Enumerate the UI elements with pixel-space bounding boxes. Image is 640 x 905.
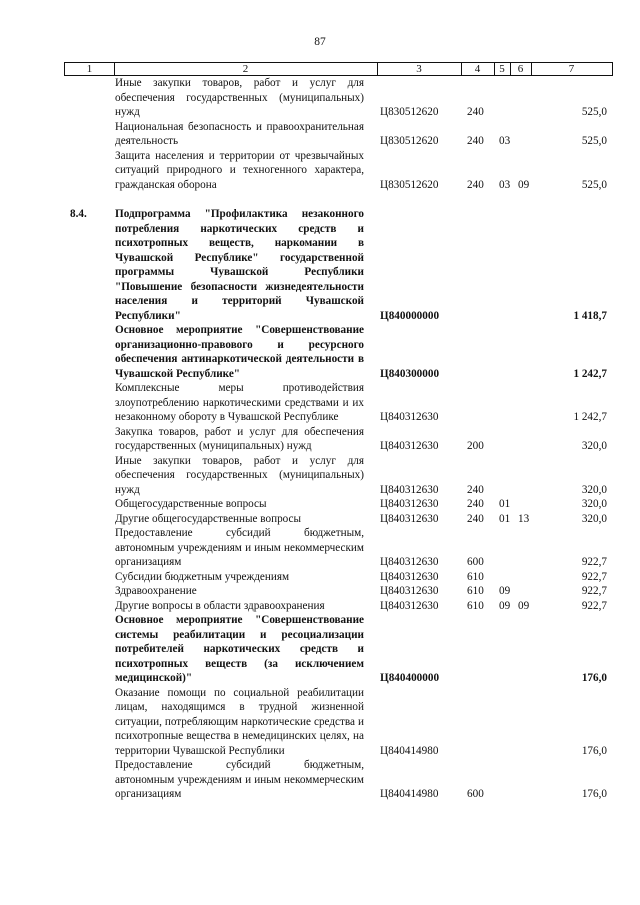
target-article-code: Ц840312630 [380,570,439,583]
section-code: 03 [499,178,511,191]
row-codes [64,367,613,382]
table-row [64,76,613,120]
section-code: 09 [499,599,511,612]
amount-value: 525,0 [581,106,607,118]
table-column-header [64,62,613,76]
expense-type-code: 610 [467,585,484,597]
row-codes [64,410,613,425]
row-name: Подпрограмма "Профилактика незаконного потребления наркотических средств и психотропных веществ, наркомании в Чувашской Республике" государственной программы Чувашской Республики "Повышение безопасности жизнедеятельности населения и территорий Чувашской Республики" [115,208,364,322]
header-col-4: 4 [461,63,495,75]
row-codes [64,178,613,193]
target-article-code: Ц840312630 [380,440,439,452]
amount-value: 922,7 [581,556,607,568]
row-codes [64,744,613,759]
header-col-3: 3 [377,63,462,75]
amount-value: 176,0 [581,744,607,757]
row-codes [64,555,613,570]
table-row [64,497,613,512]
row-name: Основное мероприятие "Совершенствование системы реабилитации и ресоциализации потребителей наркотических средств и психотропных веществ (за исключением медицинской)" [115,614,364,684]
target-article-code: Ц840000000 [380,309,440,322]
table-row [64,120,613,149]
row-codes [64,309,613,324]
amount-value: 525,0 [581,135,607,147]
header-col-6: 6 [510,63,532,75]
expense-type-code: 240 [467,106,484,118]
row-name: Иные закупки товаров, работ и услуг для обеспечения государственных (муниципальных) нужд [115,454,364,496]
row-codes [64,439,613,454]
target-article-code: Ц840312630 [380,556,439,568]
target-article-code: Ц840312630 [380,483,439,496]
table-row [64,207,613,323]
expense-type-code: 610 [467,570,484,583]
row-number: 8.4. [70,208,87,220]
row-codes [64,512,613,527]
amount-value: 1 418,7 [573,309,607,322]
row-codes [64,105,613,120]
amount-value: 320,0 [581,483,607,496]
table-row [64,512,613,527]
expense-type-code: 600 [467,556,484,568]
row-name: Субсидии бюджетным учреждениям [115,570,290,583]
target-article-code: Ц840312630 [380,411,439,423]
row-name: Основное мероприятие "Совершенствование организационно-правового и ресурсного обеспечения антинаркотической деятельности в Чувашской Республике" [115,324,364,380]
target-article-code: Ц840312630 [380,512,439,525]
table-row [64,584,613,599]
section-code: 09 [499,585,511,597]
expense-type-code: 600 [467,788,484,800]
target-article-code: Ц830512620 [380,178,439,191]
amount-value: 176,0 [581,788,607,800]
row-spacer [64,192,613,207]
row-name: Другие вопросы в области здравоохранения [115,599,325,612]
table-row [64,381,613,425]
table-row [64,686,613,759]
table-row [64,526,613,570]
row-name: Другие общегосударственные вопросы [115,512,302,525]
target-article-code: Ц840414980 [380,788,439,800]
row-codes [64,584,613,599]
header-col-2: 2 [114,63,378,75]
expense-type-code: 240 [467,512,484,525]
amount-value: 320,0 [581,498,607,510]
header-col-1: 1 [65,63,115,75]
table-row [64,454,613,498]
row-name: Оказание помощи по социальной реабилитации лицам, находящимся в трудной жизненной ситуации, потребляющим наркотические средства и психотропные вещества в немедицинских целях, на территории Чувашской Республики [115,686,364,757]
subsection-code: 13 [518,512,530,525]
table-row [64,570,613,585]
row-codes [64,671,613,686]
row-codes [64,787,613,802]
target-article-code: Ц840414980 [380,744,439,757]
table-row [64,149,613,193]
target-article-code: Ц840312630 [380,599,439,612]
amount-value: 176,0 [581,672,607,684]
amount-value: 922,7 [581,570,607,583]
section-code: 01 [499,512,511,525]
row-codes [64,570,613,585]
table-row [64,613,613,686]
row-name: Здравоохранение [115,585,197,597]
row-name: Защита населения и территории от чрезвычайных ситуаций природного и техногенного характера, гражданская оборона [115,149,364,191]
subsection-code: 09 [518,178,530,191]
target-article-code: Ц840312630 [380,498,439,510]
amount-value: 922,7 [581,585,607,597]
row-name: Предоставление субсидий бюджетным, автономным учреждениям и иным некоммерческим организациям [115,527,364,568]
row-name: Закупка товаров, работ и услуг для обеспечения государственных (муниципальных) нужд [115,425,364,452]
budget-table-body [64,76,613,802]
table-row [64,323,613,381]
row-name: Национальная безопасность и правоохранительная деятельность [115,120,364,147]
amount-value: 1 242,7 [573,367,607,380]
table-row [64,599,613,614]
section-code: 03 [499,135,511,147]
target-article-code: Ц840300000 [380,367,440,380]
section-code: 01 [499,498,511,510]
header-col-5: 5 [494,63,511,75]
header-col-7: 7 [568,63,575,75]
row-name: Предоставление субсидий бюджетным, автономным учреждениям и иным некоммерческим организациям [115,759,364,800]
row-name: Комплексные меры противодействия злоупотреблению наркотическими средствами и их незаконному обороту в Чувашской Республике [115,382,364,423]
table-row [64,758,613,802]
row-name: Иные закупки товаров, работ и услуг для обеспечения государственных (муниципальных) нужд [115,77,364,118]
expense-type-code: 240 [467,483,484,496]
amount-value: 922,7 [581,599,607,612]
row-codes [64,134,613,149]
expense-type-code: 200 [467,440,484,452]
row-codes [64,497,613,512]
expense-type-code: 240 [467,498,484,510]
expense-type-code: 240 [467,178,484,191]
amount-value: 320,0 [581,440,607,452]
target-article-code: Ц840400000 [380,672,440,684]
expense-type-code: 240 [467,135,484,147]
target-article-code: Ц830512620 [380,135,439,147]
subsection-code: 09 [518,599,530,612]
page-number: 87 [314,36,326,48]
target-article-code: Ц840312630 [380,585,439,597]
amount-value: 320,0 [581,512,607,525]
amount-value: 525,0 [581,178,607,191]
expense-type-code: 610 [467,599,484,612]
target-article-code: Ц830512620 [380,106,439,118]
row-codes [64,599,613,614]
row-codes [64,483,613,498]
row-name: Общегосударственные вопросы [115,498,267,510]
amount-value: 1 242,7 [573,411,607,423]
table-row [64,425,613,454]
